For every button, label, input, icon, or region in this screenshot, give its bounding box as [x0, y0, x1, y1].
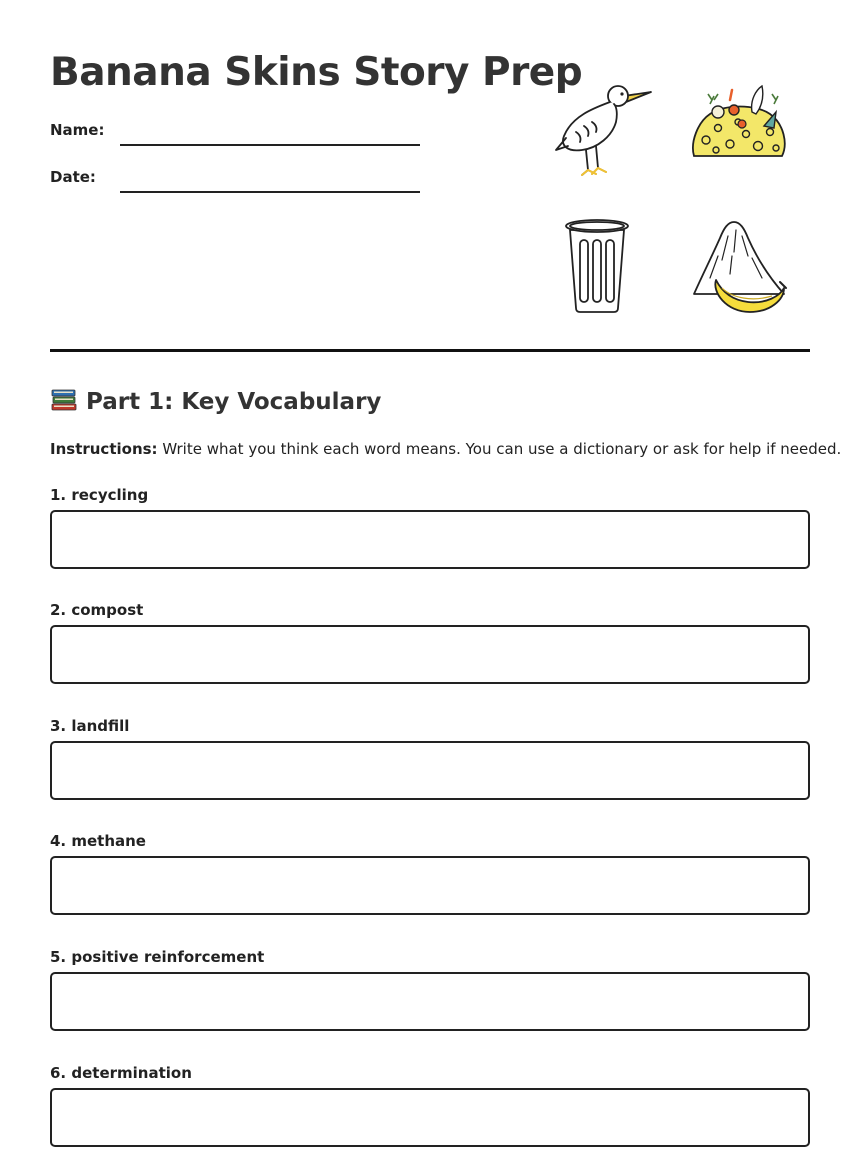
date-label: Date: — [50, 168, 96, 186]
vocab-item-recycling — [50, 486, 810, 586]
date-write-line[interactable] — [120, 191, 420, 193]
vocab-label: 6. determination — [50, 1064, 192, 1082]
instructions-text: Write what you think each word means. You can use a dictionary or ask for help if needed. — [157, 440, 842, 458]
vocab-label: 1. recycling — [50, 486, 149, 504]
part1-heading — [50, 386, 381, 415]
vocab-label: 4. methane — [50, 832, 146, 850]
worksheet-title: Banana Skins Story Prep — [50, 50, 583, 95]
worksheet-page — [50, 0, 842, 1161]
vocab-answer-box[interactable] — [50, 1088, 810, 1147]
vocab-label: 2. compost — [50, 601, 144, 619]
trash-bin-icon — [564, 216, 630, 314]
instructions-label: Instructions: — [50, 440, 158, 458]
vocab-answer-box[interactable] — [50, 741, 810, 800]
name-field-row — [50, 118, 470, 148]
part1-heading-text: Part 1: Key Vocabulary — [86, 389, 382, 415]
compost-heap-icon — [690, 82, 788, 164]
vocab-item-landfill — [50, 717, 810, 817]
mountain-banana-icon — [692, 216, 788, 316]
bird-icon — [554, 78, 654, 182]
vocab-label: 5. positive reinforcement — [50, 948, 265, 966]
vocab-answer-box[interactable] — [50, 510, 810, 569]
date-field-row — [50, 165, 470, 195]
vocab-item-positive-reinforcement — [50, 948, 810, 1048]
vocab-item-compost — [50, 601, 810, 701]
vocab-label: 3. landfill — [50, 717, 130, 735]
vocab-item-methane — [50, 832, 810, 932]
instructions — [50, 440, 842, 458]
name-write-line[interactable] — [120, 144, 420, 146]
section-divider — [50, 349, 810, 352]
books-icon — [50, 386, 78, 412]
vocab-item-determination — [50, 1064, 810, 1164]
vocab-answer-box[interactable] — [50, 856, 810, 915]
vocab-answer-box[interactable] — [50, 972, 810, 1031]
vocab-answer-box[interactable] — [50, 625, 810, 684]
name-label: Name: — [50, 121, 105, 139]
